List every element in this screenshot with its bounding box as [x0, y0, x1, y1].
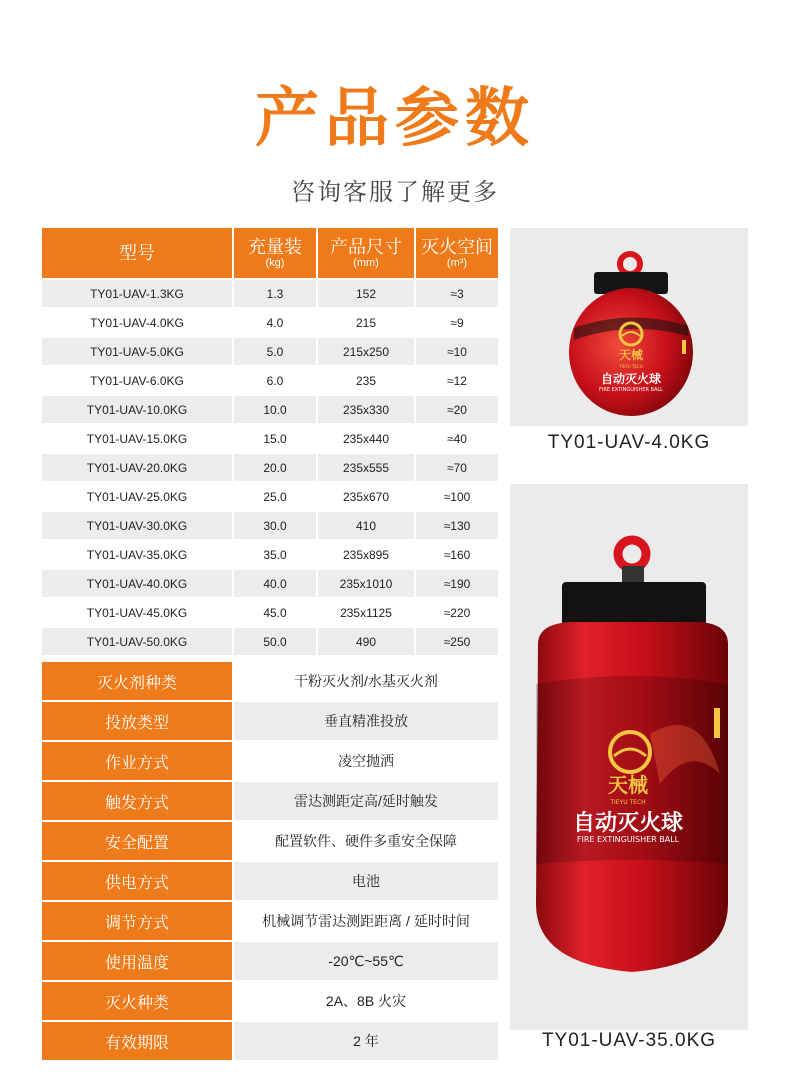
table-row: [42, 280, 498, 307]
product-label-small: 自动灭火球: [600, 372, 662, 386]
size-cell: 235x670: [318, 483, 414, 510]
model-cell: TY01-UAV-15.0KG: [42, 425, 232, 452]
charge-cell: 50.0: [234, 628, 316, 655]
spec-row: [42, 822, 498, 860]
table-row: [42, 512, 498, 539]
size-cell: 235x1125: [318, 599, 414, 626]
spec-row: [42, 982, 498, 1020]
charge-cell: 40.0: [234, 570, 316, 597]
product-caption-small: TY01-UAV-4.0KG: [547, 432, 711, 453]
size-cell: 235x895: [318, 541, 414, 568]
spec-row: [42, 742, 498, 780]
charge-cell: 6.0: [234, 367, 316, 394]
product-label-large: 自动灭火球: [572, 811, 684, 836]
spec-value: 雷达测距定高/延时触发: [234, 782, 498, 820]
charge-cell: 10.0: [234, 396, 316, 423]
fire-ball-small-illustration: [510, 228, 748, 426]
spec-row: [42, 662, 498, 700]
model-cell: TY01-UAV-30.0KG: [42, 512, 232, 539]
table-header: [42, 228, 498, 278]
charge-cell: 45.0: [234, 599, 316, 626]
spec-value: 凌空抛洒: [234, 742, 498, 780]
spec-value: -20℃~55℃: [234, 942, 498, 980]
spec-label: 灭火种类: [42, 982, 232, 1020]
size-cell: 235x1010: [318, 570, 414, 597]
charge-cell: 30.0: [234, 512, 316, 539]
charge-cell: 1.3: [234, 280, 316, 307]
page-title: 产品参数: [255, 82, 535, 154]
spec-label: 灭火剂种类: [42, 662, 232, 700]
table-body: [42, 280, 498, 655]
space-cell: ≈12: [416, 367, 498, 394]
model-cell: TY01-UAV-10.0KG: [42, 396, 232, 423]
size-cell: 410: [318, 512, 414, 539]
table-row: [42, 367, 498, 394]
spec-value: 2 年: [234, 1022, 498, 1060]
table-row: [42, 425, 498, 452]
spec-row: [42, 782, 498, 820]
table-row: [42, 628, 498, 655]
space-cell: ≈130: [416, 512, 498, 539]
spec-row: [42, 942, 498, 980]
size-cell: 152: [318, 280, 414, 307]
space-cell: ≈9: [416, 309, 498, 336]
space-cell: ≈3: [416, 280, 498, 307]
charge-cell: 5.0: [234, 338, 316, 365]
model-cell: TY01-UAV-50.0KG: [42, 628, 232, 655]
spec-table: [42, 662, 498, 1062]
size-cell: 215: [318, 309, 414, 336]
model-table: [42, 228, 498, 655]
col-header-size: 产品尺寸 (mm): [318, 228, 414, 278]
table-row: [42, 541, 498, 568]
charge-cell: 25.0: [234, 483, 316, 510]
table-row: [42, 599, 498, 626]
product-brand-sub-small: TIEYU TECH: [619, 364, 643, 369]
model-cell: TY01-UAV-45.0KG: [42, 599, 232, 626]
size-cell: 235x555: [318, 454, 414, 481]
model-cell: TY01-UAV-40.0KG: [42, 570, 232, 597]
product-image-small: [510, 228, 748, 426]
size-cell: 235x330: [318, 396, 414, 423]
charge-cell: 20.0: [234, 454, 316, 481]
product-label-sub-small: FIRE EXTINGUISHER BALL: [599, 387, 663, 393]
table-row: [42, 454, 498, 481]
product-brand-large: 天械: [608, 773, 648, 797]
charge-cell: 35.0: [234, 541, 316, 568]
fire-extinguisher-large-illustration: [510, 484, 748, 1030]
spec-value: 配置软件、硬件多重安全保障: [234, 822, 498, 860]
spec-label: 调节方式: [42, 902, 232, 940]
spec-row: [42, 702, 498, 740]
page-subtitle: 咨询客服了解更多: [291, 179, 499, 206]
space-cell: ≈190: [416, 570, 498, 597]
model-cell: TY01-UAV-35.0KG: [42, 541, 232, 568]
spec-label: 投放类型: [42, 702, 232, 740]
space-cell: ≈250: [416, 628, 498, 655]
model-cell: TY01-UAV-6.0KG: [42, 367, 232, 394]
model-cell: TY01-UAV-4.0KG: [42, 309, 232, 336]
col-header-model: 型号: [42, 228, 232, 278]
col-header-charge: 充量装 (kg): [234, 228, 316, 278]
spec-label: 安全配置: [42, 822, 232, 860]
space-cell: ≈220: [416, 599, 498, 626]
model-cell: TY01-UAV-25.0KG: [42, 483, 232, 510]
space-cell: ≈10: [416, 338, 498, 365]
table-row: [42, 338, 498, 365]
spec-label: 供电方式: [42, 862, 232, 900]
product-brand-small: 天械: [618, 348, 644, 362]
table-row: [42, 396, 498, 423]
table-row: [42, 483, 498, 510]
size-cell: 215x250: [318, 338, 414, 365]
spec-label: 使用温度: [42, 942, 232, 980]
product-image-large: [510, 484, 748, 1030]
product-brand-sub-large: TIEYU TECH: [610, 799, 646, 806]
space-cell: ≈100: [416, 483, 498, 510]
spec-value: 电池: [234, 862, 498, 900]
space-cell: ≈20: [416, 396, 498, 423]
size-cell: 235x440: [318, 425, 414, 452]
spec-value: 垂直精准投放: [234, 702, 498, 740]
col-header-space: 灭火空间 (m³): [416, 228, 498, 278]
product-label-sub-large: FIRE EXTINGUISHER BALL: [576, 835, 680, 844]
space-cell: ≈40: [416, 425, 498, 452]
spec-label: 作业方式: [42, 742, 232, 780]
spec-value: 干粉灭火剂/水基灭火剂: [234, 662, 498, 700]
spec-value: 2A、8B 火灾: [234, 982, 498, 1020]
space-cell: ≈160: [416, 541, 498, 568]
table-row: [42, 570, 498, 597]
size-cell: 235: [318, 367, 414, 394]
product-caption-large: TY01-UAV-35.0KG: [541, 1030, 717, 1051]
model-cell: TY01-UAV-5.0KG: [42, 338, 232, 365]
spec-row: [42, 902, 498, 940]
spec-value: 机械调节雷达测距距离 / 延时时间: [234, 902, 498, 940]
table-row: [42, 309, 498, 336]
model-cell: TY01-UAV-1.3KG: [42, 280, 232, 307]
charge-cell: 4.0: [234, 309, 316, 336]
charge-cell: 15.0: [234, 425, 316, 452]
size-cell: 490: [318, 628, 414, 655]
space-cell: ≈70: [416, 454, 498, 481]
spec-row: [42, 862, 498, 900]
spec-label: 触发方式: [42, 782, 232, 820]
spec-label: 有效期限: [42, 1022, 232, 1060]
model-cell: TY01-UAV-20.0KG: [42, 454, 232, 481]
spec-row: [42, 1022, 498, 1060]
